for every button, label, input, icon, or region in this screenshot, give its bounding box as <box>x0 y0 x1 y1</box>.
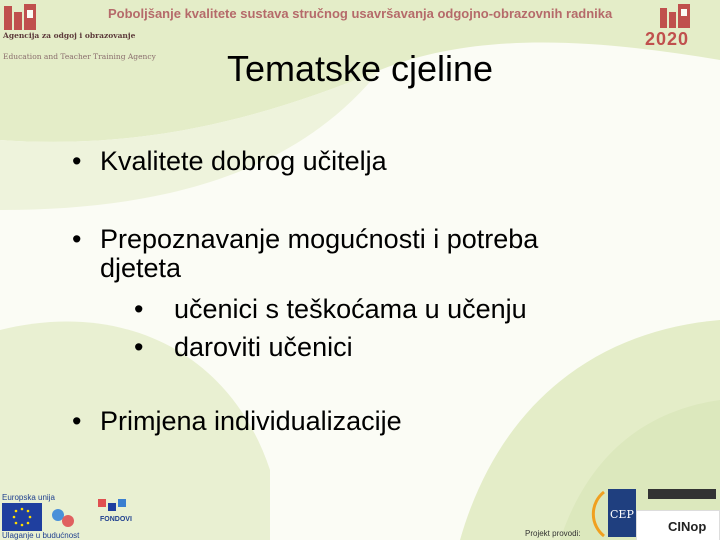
kulturkontakt-logo <box>648 489 716 499</box>
open-society-logo-icon <box>574 490 608 538</box>
fondovi-label: FONDOVI <box>100 516 132 523</box>
cep-label: CEP <box>610 508 634 521</box>
eu-flag-icon <box>2 503 42 531</box>
agency-name-en: Education and Teacher Training Agency <box>3 52 156 61</box>
sub-bullet-text: učenici s teškoćama u učenju <box>174 294 527 324</box>
bullet-text: Primjena individualizacije <box>100 406 402 436</box>
azoo-logo-icon <box>2 2 42 32</box>
bullet-marker: • <box>134 332 144 362</box>
invest-label: Ulaganje u budućnost <box>2 531 80 540</box>
bullet-item <box>72 406 402 437</box>
project-title: Poboljšanje kvalitete sustava stručnog usavršavanja odgojno-obrazovnih radnika <box>108 6 613 21</box>
slide-title: Tematske cjeline <box>226 48 494 89</box>
sub-bullet-text: daroviti učenici <box>174 332 353 362</box>
cinop-label: CINop <box>668 519 707 534</box>
eu-label: Europska unija <box>2 493 55 502</box>
bullet-item <box>72 224 539 283</box>
bullet-text-continuation: djeteta <box>100 253 182 283</box>
bullet-marker: • <box>134 294 144 324</box>
sub-bullet-item <box>134 294 527 325</box>
bullet-marker: • <box>72 146 82 176</box>
projekt-provodi-label: Projekt provodi: <box>525 529 581 538</box>
rtd-logo-icon <box>640 2 700 30</box>
esf-logo-icon <box>48 505 78 531</box>
bullet-marker: • <box>72 406 82 436</box>
bullet-text: Prepoznavanje mogućnosti i potreba <box>100 224 539 254</box>
bullet-marker: • <box>72 224 82 254</box>
bullet-text: Kvalitete dobrog učitelja <box>100 146 387 176</box>
agency-name-hr: Agencija za odgoj i obrazovanje <box>3 31 136 40</box>
year-label: 2020 <box>645 29 690 49</box>
sub-bullet-item <box>134 332 353 363</box>
bullet-item <box>72 146 387 177</box>
